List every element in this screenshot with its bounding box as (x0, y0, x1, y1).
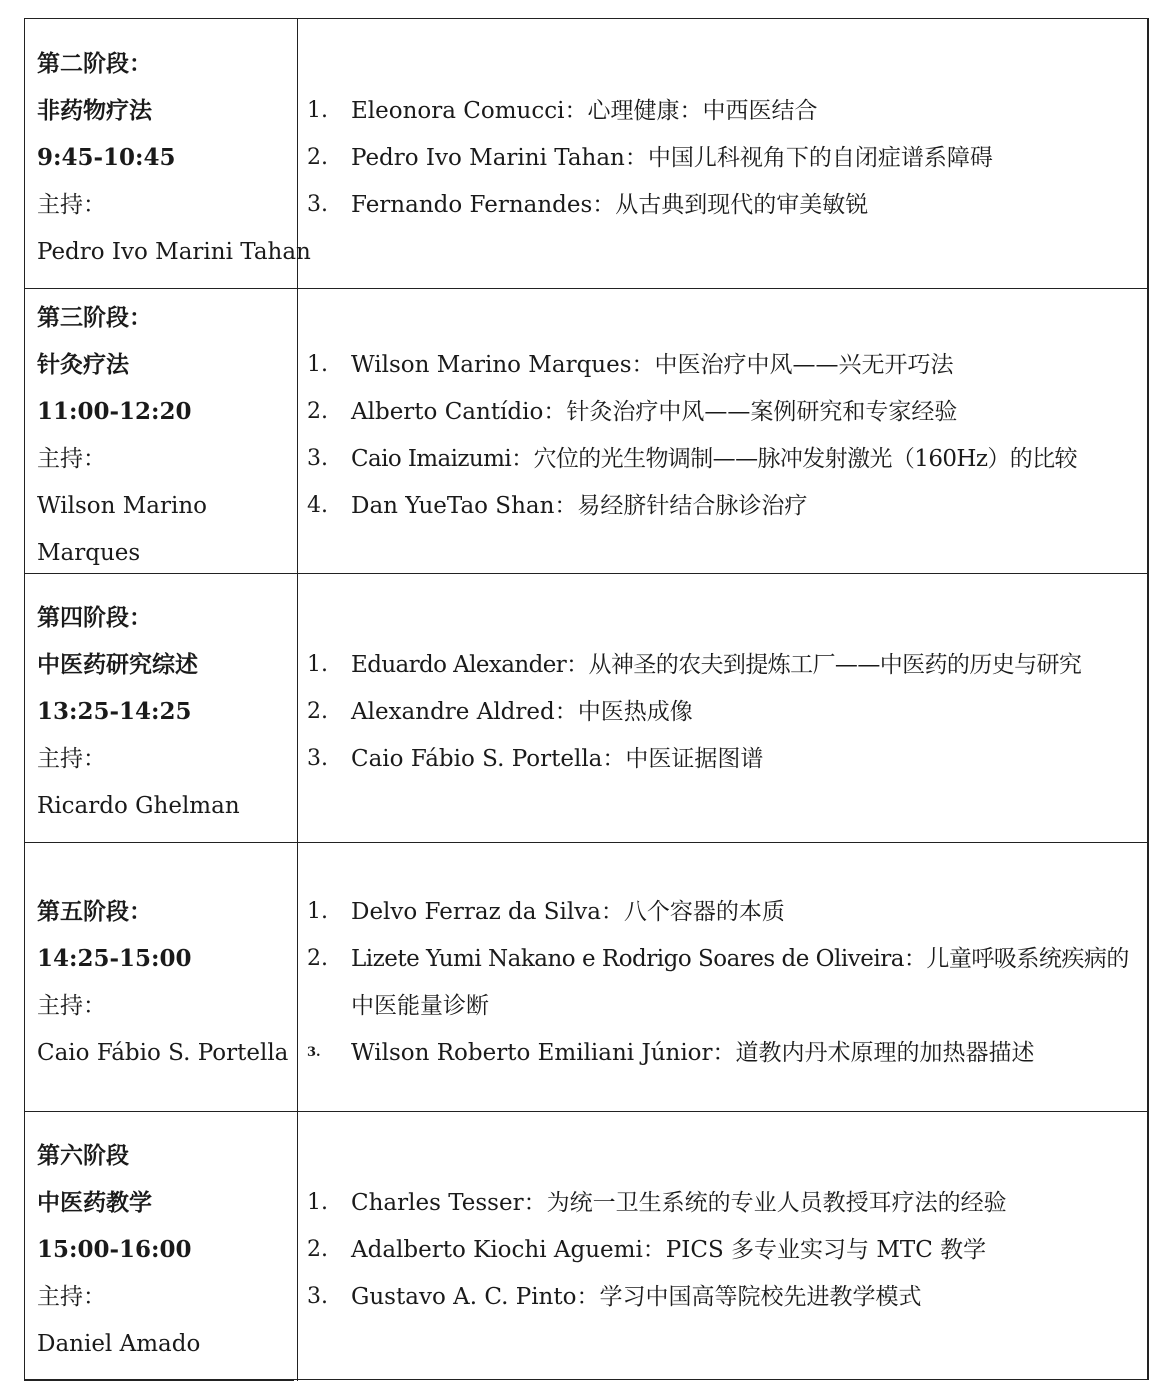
session-theme: 非药物疗法 (37, 97, 152, 124)
session-time: 13:25-14:25 (37, 698, 192, 725)
talk-item: Gustavo A. C. Pinto：学习中国高等院校先进教学模式 (351, 1284, 922, 1310)
talk-number: 4. (307, 493, 328, 518)
column-divider (297, 843, 298, 1111)
session-time: 11:00-12:20 (37, 398, 192, 425)
talk-number: 1. (307, 899, 328, 924)
talk-number: 2. (307, 699, 328, 724)
talk-number: 2. (307, 399, 328, 424)
talk-item: Wilson Marino Marques：中医治疗中风——兴无开巧法 (351, 352, 954, 378)
session-time: 15:00-16:00 (37, 1236, 192, 1263)
talk-number: 1. (307, 98, 328, 123)
host-name: Caio Fábio S. Portella (37, 1040, 289, 1066)
stage-label: 第五阶段： (37, 898, 152, 925)
talk-number: 2. (307, 1237, 328, 1262)
session-row (25, 574, 1147, 843)
schedule-table (24, 18, 1149, 1380)
talk-number: 3. (307, 746, 328, 771)
talk-number: 3. (307, 192, 328, 217)
talk-number: 2. (307, 145, 328, 170)
column-divider (297, 574, 298, 842)
talk-number: 3. (307, 1284, 328, 1309)
session-row (25, 289, 1147, 574)
host-label: 主持： (37, 1284, 106, 1310)
talk-item: Eduardo Alexander：从神圣的农夫到提炼工厂——中医药的历史与研究 (351, 652, 1082, 678)
talk-number: 1. (307, 652, 328, 677)
session-theme: 中医药研究综述 (37, 651, 198, 678)
stage-label: 第二阶段： (37, 50, 152, 77)
talk-item: Alexandre Aldred：中医热成像 (351, 699, 693, 725)
column-divider (297, 289, 298, 573)
talk-number: 3. (307, 1045, 321, 1060)
talk-item: Pedro Ivo Marini Tahan：中国儿科视角下的自闭症谱系障碍 (351, 145, 993, 171)
bottom-rule (24, 1380, 294, 1381)
talk-item: Caio Imaizumi：穴位的光生物调制——脉冲发射激光（160Hz）的比较 (351, 446, 1077, 472)
talk-item: Delvo Ferraz da Silva：八个容器的本质 (351, 899, 785, 925)
talk-item: Charles Tesser：为统一卫生系统的专业人员教授耳疗法的经验 (351, 1190, 1007, 1216)
talk-item: Adalberto Kiochi Aguemi：PICS 多专业实习与 MTC 教学 (351, 1237, 987, 1263)
host-label: 主持： (37, 192, 106, 218)
host-label: 主持： (37, 746, 106, 772)
talk-number: 1. (307, 352, 328, 377)
host-name: Marques (37, 540, 141, 566)
talk-item: Fernando Fernandes：从古典到现代的审美敏锐 (351, 192, 869, 218)
stage-label: 第三阶段： (37, 304, 152, 331)
session-row (25, 843, 1147, 1112)
session-row (25, 1112, 1147, 1381)
talk-item: Dan YueTao Shan：易经脐针结合脉诊治疗 (351, 493, 808, 519)
host-name: Pedro Ivo Marini Tahan (37, 239, 311, 265)
talk-number: 3. (307, 446, 328, 471)
session-row (25, 19, 1147, 289)
column-divider (297, 1112, 298, 1381)
talk-item: Eleonora Comucci：心理健康：中西医结合 (351, 98, 818, 124)
session-time: 9:45-10:45 (37, 144, 176, 171)
talk-number: 2. (307, 946, 328, 971)
stage-label: 第四阶段： (37, 604, 152, 631)
host-name: Ricardo Ghelman (37, 793, 240, 819)
session-time: 14:25-15:00 (37, 945, 192, 972)
talk-number: 1. (307, 1190, 328, 1215)
talk-item: Wilson Roberto Emiliani Júnior：道教内丹术原理的加热器描述 (351, 1040, 1035, 1066)
session-theme: 中医药教学 (37, 1189, 152, 1216)
host-name: Wilson Marino (37, 493, 207, 519)
host-name: Daniel Amado (37, 1331, 201, 1357)
stage-label: 第六阶段 (37, 1142, 129, 1169)
talk-item: Caio Fábio S. Portella：中医证据图谱 (351, 746, 764, 772)
talk-item-continuation: 中医能量诊断 (351, 993, 489, 1019)
host-label: 主持： (37, 446, 106, 472)
session-theme: 针灸疗法 (37, 351, 129, 378)
talk-item: Lizete Yumi Nakano e Rodrigo Soares de Oliveira：儿童呼吸系统疾病的 (351, 946, 1129, 972)
talk-item: Alberto Cantídio：针灸治疗中风——案例研究和专家经验 (351, 399, 958, 425)
host-label: 主持： (37, 993, 106, 1019)
